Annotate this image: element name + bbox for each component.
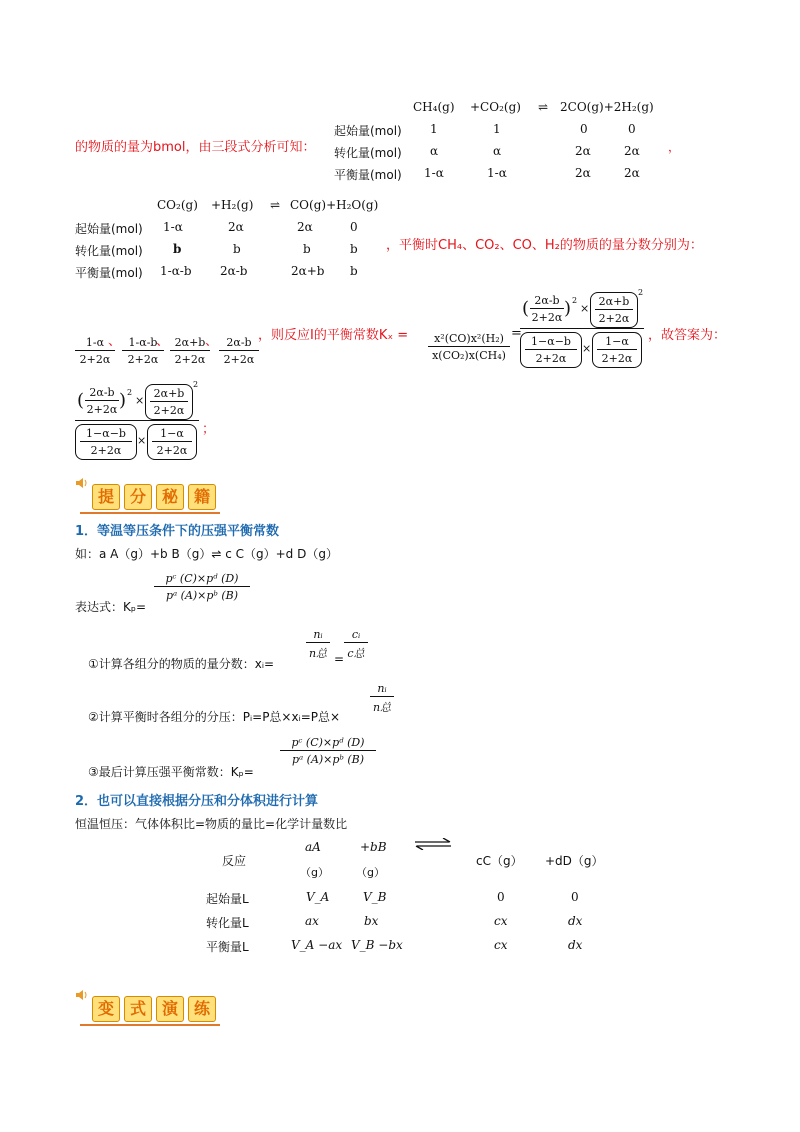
kx-expr-b: 2α+b (595, 295, 633, 310)
table2-block (0, 190, 800, 280)
sec2-r0-c0: V_A (306, 890, 330, 904)
t2-r1-c3: b (350, 242, 358, 256)
sec1-step1-frac2 (344, 628, 368, 661)
intro-text: 的物质的量为bmol，由三段式分析可知： (75, 140, 316, 155)
sec1-step1-frac1 (306, 628, 330, 661)
t1-r1-label: 转化量(mol) (334, 146, 402, 160)
sec2-head-g2: （g） (356, 866, 385, 879)
frac-co-den: 2+2α (174, 353, 206, 366)
ans-times2: × (137, 434, 147, 447)
kx-den: x(CO₂)x(CH₄) (432, 349, 506, 362)
frac-ch4-num: 1-α (75, 336, 115, 351)
t1-r2-label: 平衡量(mol) (334, 168, 402, 182)
banner-practice-char-4: 练 (188, 996, 216, 1022)
sec1-step1: ①计算各组分的物质的量分数：xᵢ= (88, 657, 275, 671)
sep-3: 、 (205, 334, 219, 349)
kx-expr-co2-box (520, 332, 582, 368)
t1-r2-c3: 2α (624, 166, 640, 180)
sec2-title: 2．也可以直接根据分压和分体积进行计算 (75, 794, 319, 809)
times2: × (582, 342, 592, 355)
sq2: 2 (638, 288, 644, 297)
sec2-r2-c3: dx (568, 938, 583, 952)
times1: × (580, 302, 590, 315)
t2-r0-c2: 2α (297, 220, 313, 234)
ans-paren-l: ( (77, 390, 85, 411)
sec2-head-c: cC（g） (476, 854, 523, 868)
ans-expr-ch4 (152, 427, 192, 457)
sec1-title: 1．等温等压条件下的压强平衡常数 (75, 524, 280, 539)
sec2-r1-c3: dx (568, 914, 583, 928)
ans-expr-a: 2α-b (85, 386, 119, 401)
step1-n1: nᵢ (306, 628, 330, 643)
t2-r1-c2: b (303, 242, 311, 256)
t2-r0-label: 起始量(mol) (75, 222, 143, 236)
banner-practice-underline (80, 1024, 220, 1026)
ans-expr-co (85, 386, 119, 416)
t2-r1-label: 转化量(mol) (75, 244, 143, 258)
t2-r0-c1: 2α (228, 220, 244, 234)
t1-r1-c1: α (493, 144, 502, 158)
t1-r1-c3: 2α (624, 144, 640, 158)
answer-expression (75, 380, 199, 460)
t2-h0: CO₂(g) (157, 198, 198, 212)
kx-expr-h2-box (590, 292, 638, 328)
ans-expr-co2 (80, 427, 132, 457)
final-semicolon: ； (202, 422, 216, 437)
t1-r0-c1: 1 (493, 122, 501, 136)
sec2-r2-c1: V_B −bx (351, 938, 403, 952)
sec2-r1-c2: cx (494, 914, 508, 928)
kx-num: x²(CO)x²(H₂) (428, 332, 510, 347)
t1-h2: ⇌ (538, 100, 549, 114)
t1-h1: +CO₂(g) (470, 100, 521, 114)
t2-r1-c0: b (173, 242, 182, 256)
step1-d1: n总 (308, 647, 328, 660)
ans-expr-den2: 2+2α (153, 404, 185, 417)
ans-expr-co2-box (75, 424, 137, 460)
sec2-head-a: aA (305, 840, 321, 854)
sec2-head-d: +dD（g） (545, 854, 604, 868)
frac-ch4-den: 2+2α (79, 353, 111, 366)
sec2-r1-label: 转化量L (206, 916, 249, 930)
intro-comma: ， (668, 140, 681, 154)
sec2-r0-c1: V_B (363, 890, 387, 904)
table1-block (0, 0, 800, 200)
t2-r2-c0: 1-α-b (160, 264, 192, 278)
sec1-step2: ②计算平衡时各组分的分压：Pᵢ=P总×xᵢ=P总× (88, 710, 341, 724)
ans-expr-num (75, 380, 199, 421)
banner-practice-char-1: 变 (92, 996, 120, 1022)
t1-r2-c1: 1-α (487, 166, 507, 180)
paren-l: ( (522, 298, 530, 319)
banner-tips-char-1: 提 (92, 484, 120, 510)
sec2-r0-c3: 0 (571, 890, 579, 904)
kx-expr-den1: 2+2α (531, 311, 563, 324)
t2-h2: ⇌ (270, 198, 281, 212)
t1-h0: CH₄(g) (413, 100, 455, 114)
step3-num: pᶜ (C)×pᵈ (D) (280, 736, 376, 751)
ans-expr-c: 1−α−b (80, 427, 132, 442)
ans-expr-ch4-box (147, 424, 197, 460)
step2-d: n总 (372, 701, 392, 714)
frac-h2-num: 2α-b (219, 336, 259, 351)
kx-expr-den2: 2+2α (598, 312, 630, 325)
sq1: 2 (572, 296, 578, 305)
step1-n2: cᵢ (344, 628, 368, 643)
speaker-icon-2 (76, 990, 88, 1000)
frac-h2 (219, 336, 259, 366)
step3-den: pᵃ (A)×pᵇ (B) (291, 753, 364, 766)
sec1-step3: ③最后计算压强平衡常数：Kₚ= (88, 765, 254, 779)
speaker-icon (76, 478, 88, 488)
ans-times1: × (135, 394, 145, 407)
t1-r0-c3: 0 (628, 122, 636, 136)
ans-sq1: 2 (127, 388, 133, 397)
step2-n: nᵢ (370, 682, 394, 697)
sec1-kp-frac (154, 572, 250, 602)
kx-frac (428, 332, 510, 362)
sec2-r2-label: 平衡量L (206, 940, 249, 954)
kx-expr-den3: 2+2α (535, 352, 567, 365)
kx-expr-den (520, 332, 644, 368)
sec2-r1-c1: bx (364, 914, 379, 928)
sec1-kp-num: pᶜ (C)×pᵈ (D) (154, 572, 250, 587)
frac-co-num: 2α+b (170, 336, 210, 351)
t2-h3: CO(g)+H₂O(g) (290, 198, 379, 212)
kx-expr-ch4-box (592, 332, 642, 368)
sec1-expr-label: 表达式：Kₚ= (75, 600, 147, 614)
t2-h1: +H₂(g) (211, 198, 254, 212)
t1-r0-label: 起始量(mol) (334, 124, 402, 138)
t2-r0-c3: 0 (350, 220, 358, 234)
sep-1: 、 (108, 334, 122, 349)
banner-tips (92, 484, 216, 510)
step1-eq: = (334, 652, 345, 666)
t2-r1-c1: b (233, 242, 241, 256)
ans-expr-h2 (150, 387, 188, 417)
banner-tips-char-2: 分 (124, 484, 152, 510)
ans-expr-den4: 2+2α (156, 444, 188, 457)
sec2-r2-c0: V_A −ax (291, 938, 343, 952)
t1-r2-c2: 2α (575, 166, 591, 180)
ans-expr-den1: 2+2α (86, 403, 118, 416)
kx-expr-co (530, 294, 564, 324)
kx-expr-den4: 2+2α (601, 352, 633, 365)
equilibrium-arrow-icon (413, 838, 453, 850)
banner-tips-char-3: 秘 (156, 484, 184, 510)
kx-expr-num (520, 288, 644, 329)
kx-expression (520, 288, 644, 368)
ans-expr-den (75, 424, 199, 460)
sec2-head-g1: （g） (300, 866, 329, 879)
t2-r2-c1: 2α-b (220, 264, 248, 278)
sec1-step2-frac (370, 682, 394, 715)
sec2-head-b: +bB (360, 840, 387, 854)
ans-sq2: 2 (193, 380, 199, 389)
kx-expr-d: 1−α (597, 335, 637, 350)
banner-tips-char-4: 籍 (188, 484, 216, 510)
ans-expr-b: 2α+b (150, 387, 188, 402)
kx-expr-c: 1−α−b (525, 335, 577, 350)
answer-text: ，故答案为： (648, 328, 727, 343)
banner-practice (92, 996, 216, 1022)
banner-tips-underline (80, 512, 220, 514)
kx-text: ，则反应Ⅰ的平衡常数Kₓ = (258, 328, 409, 343)
frac-co2-num: 1-α-b (122, 336, 164, 351)
t1-r0-c2: 0 (580, 122, 588, 136)
ans-paren-r: ) (119, 390, 127, 411)
sec2-r0-c2: 0 (497, 890, 505, 904)
t2-r2-c2: 2α+b (291, 264, 325, 278)
step1-d2: c总 (347, 647, 365, 660)
t1-h3: 2CO(g)+2H₂(g) (560, 100, 654, 114)
kx-expr-ch4 (597, 335, 637, 365)
t1-r2-c0: 1-α (424, 166, 444, 180)
sec2-line: 恒温恒压：气体体积比=物质的量比=化学计量数比 (75, 817, 348, 831)
t2-r2-label: 平衡量(mol) (75, 266, 143, 280)
sec1-step3-frac (280, 736, 376, 766)
frac-co2-den: 2+2α (127, 353, 159, 366)
frac-h2-den: 2+2α (223, 353, 255, 366)
sec2-r1-c0: ax (305, 914, 319, 928)
ans-expr-d: 1−α (152, 427, 192, 442)
t1-r0-c0: 1 (430, 122, 438, 136)
sec2-head-reaction: 反应 (222, 854, 247, 868)
sec2-r2-c2: cx (494, 938, 508, 952)
ans-expr-h2-box (145, 384, 193, 420)
paren-r: ) (564, 298, 572, 319)
t1-r1-c0: α (430, 144, 439, 158)
sec2-r0-label: 起始量L (206, 892, 249, 906)
kx-expr-h2 (595, 295, 633, 325)
t2-tail: ，平衡时CH₄、CO₂、CO、H₂的物质的量分数分别为： (386, 238, 703, 253)
t1-r1-c2: 2α (575, 144, 591, 158)
t2-r2-c3: b (350, 264, 358, 278)
banner-practice-char-2: 式 (124, 996, 152, 1022)
banner-practice-char-3: 演 (156, 996, 184, 1022)
sec1-eq: 如：a A（g）+b B（g）⇌ c C（g）+d D（g） (75, 547, 338, 561)
equals-sign: = (511, 326, 522, 341)
kx-expr-co2 (525, 335, 577, 365)
t2-r0-c0: 1-α (163, 220, 183, 234)
frac-co (170, 336, 210, 366)
kx-expr-a: 2α-b (530, 294, 564, 309)
sec1-kp-den: pᵃ (A)×pᵇ (B) (165, 589, 238, 602)
ans-expr-den3: 2+2α (90, 444, 122, 457)
sep-2: 、 (156, 334, 170, 349)
